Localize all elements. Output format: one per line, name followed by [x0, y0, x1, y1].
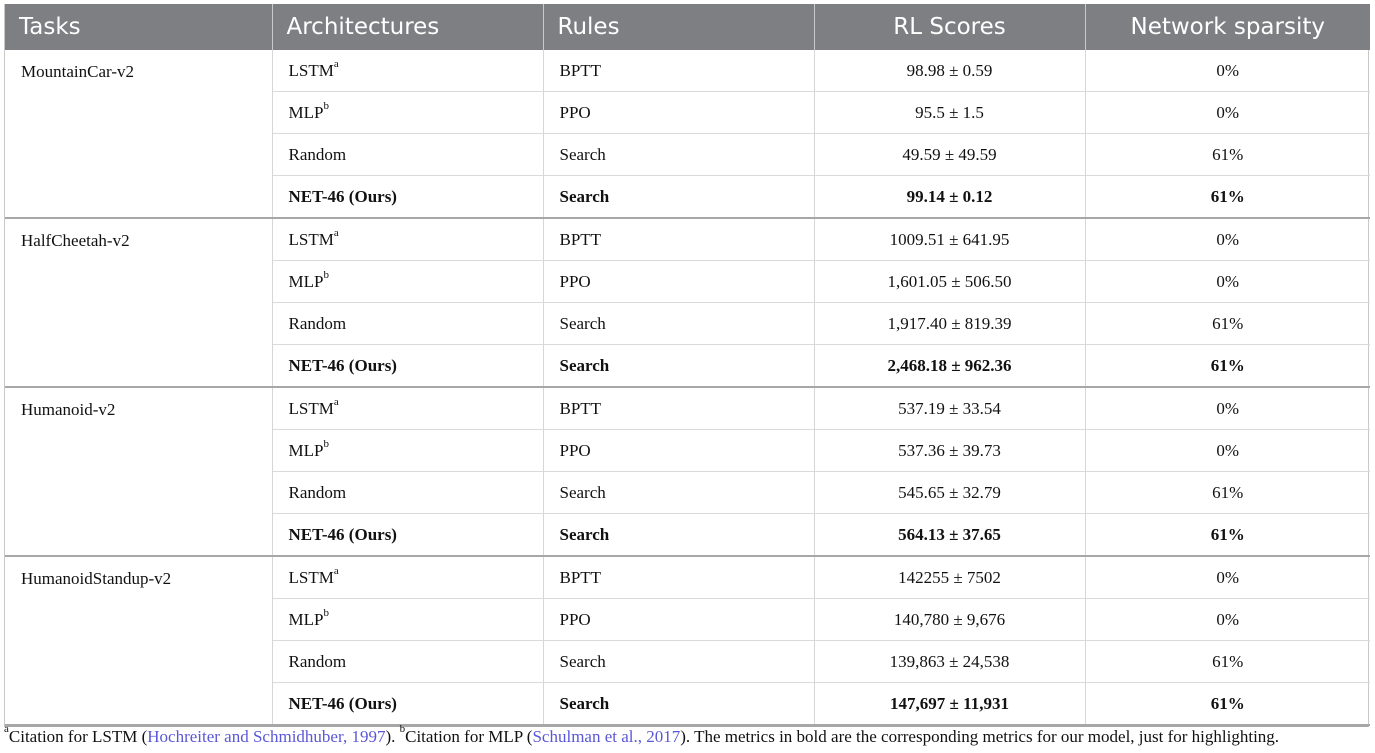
footnote-b-close: ). The metrics in bold are the corresponding metrics for our model, just for highlighting.: [680, 727, 1280, 746]
rule-cell: PPO: [543, 261, 814, 303]
rule-cell: BPTT: [543, 556, 814, 599]
architecture-cell: [272, 556, 543, 599]
rl-score-cell: 139,863 ± 24,538: [814, 641, 1085, 683]
architecture-cell: [272, 50, 543, 92]
citation-superscript: a: [333, 564, 339, 577]
rl-score-cell: 1009.51 ± 641.95: [814, 218, 1085, 261]
sparsity-cell: 0%: [1085, 50, 1370, 92]
sparsity-cell: 61%: [1085, 176, 1370, 219]
task-cell: HumanoidStandup-v2: [5, 556, 272, 725]
architecture-cell: [272, 134, 543, 176]
sparsity-cell: 0%: [1085, 387, 1370, 430]
architecture-label: NET-46 (Ours): [288, 524, 397, 544]
results-table-container: [4, 4, 1369, 727]
rule-cell: Search: [543, 472, 814, 514]
architecture-cell: [272, 514, 543, 557]
header-rl-scores: RL Scores: [814, 4, 1085, 50]
architecture-label: NET-46 (Ours): [288, 355, 397, 375]
architecture-label: NET-46 (Ours): [288, 693, 397, 713]
footnote-b-citation-link[interactable]: Schulman et al., 2017: [532, 727, 681, 746]
table-frame: [4, 4, 1369, 727]
architecture-cell: [272, 176, 543, 219]
citation-superscript: a: [333, 395, 339, 408]
table-body: [5, 50, 1370, 725]
rule-cell: Search: [543, 641, 814, 683]
rule-cell: BPTT: [543, 50, 814, 92]
sparsity-cell: 61%: [1085, 303, 1370, 345]
sparsity-cell: 61%: [1085, 134, 1370, 176]
rule-cell: Search: [543, 303, 814, 345]
header-architectures: Architectures: [272, 4, 543, 50]
rule-cell: BPTT: [543, 387, 814, 430]
rl-score-cell: 1,917.40 ± 819.39: [814, 303, 1085, 345]
architecture-cell: [272, 599, 543, 641]
sparsity-cell: 61%: [1085, 683, 1370, 726]
rl-score-cell: 2,468.18 ± 962.36: [814, 345, 1085, 388]
task-cell: MountainCar-v2: [5, 50, 272, 218]
footnote-b-text: Citation for MLP (: [405, 727, 533, 746]
table-row: [5, 387, 1370, 430]
architecture-cell: [272, 345, 543, 388]
sparsity-cell: 0%: [1085, 218, 1370, 261]
citation-superscript: a: [333, 226, 339, 239]
sparsity-cell: 0%: [1085, 261, 1370, 303]
sparsity-cell: 61%: [1085, 514, 1370, 557]
architecture-cell: [272, 218, 543, 261]
footnote-a-text: Citation for LSTM (: [8, 727, 148, 746]
rl-score-cell: 1,601.05 ± 506.50: [814, 261, 1085, 303]
architecture-cell: [272, 92, 543, 134]
rl-score-cell: 49.59 ± 49.59: [814, 134, 1085, 176]
footnote-a-close: ).: [385, 727, 400, 746]
architecture-label: Random: [288, 482, 347, 502]
citation-superscript: b: [323, 268, 329, 281]
table-row: [5, 556, 1370, 599]
header-row: [5, 4, 1370, 50]
header-tasks: Tasks: [5, 4, 272, 50]
architecture-label: MLP: [288, 609, 324, 629]
footnote-a-citation-link[interactable]: Hochreiter and Schmidhuber, 1997: [147, 727, 386, 746]
architecture-label: Random: [288, 313, 347, 333]
architecture-cell: [272, 683, 543, 726]
rule-cell: BPTT: [543, 218, 814, 261]
architecture-label: LSTM: [288, 229, 334, 249]
rule-cell: Search: [543, 176, 814, 219]
rule-cell: PPO: [543, 92, 814, 134]
sparsity-cell: 61%: [1085, 472, 1370, 514]
architecture-label: LSTM: [288, 567, 334, 587]
citation-superscript: b: [323, 606, 329, 619]
citation-superscript: b: [323, 437, 329, 450]
rl-score-cell: 98.98 ± 0.59: [814, 50, 1085, 92]
header-network-sparsity: Network sparsity: [1085, 4, 1370, 50]
sparsity-cell: 0%: [1085, 599, 1370, 641]
architecture-label: Random: [288, 651, 347, 671]
table-row: [5, 218, 1370, 261]
footnote-mark-a: a: [4, 723, 9, 735]
rl-score-cell: 147,697 ± 11,931: [814, 683, 1085, 726]
rl-score-cell: 537.19 ± 33.54: [814, 387, 1085, 430]
table-row: [5, 50, 1370, 92]
rule-cell: Search: [543, 683, 814, 726]
rl-score-cell: 545.65 ± 32.79: [814, 472, 1085, 514]
architecture-label: MLP: [288, 102, 324, 122]
architecture-label: NET-46 (Ours): [288, 186, 397, 206]
architecture-label: LSTM: [288, 60, 334, 80]
rule-cell: Search: [543, 134, 814, 176]
task-cell: HalfCheetah-v2: [5, 218, 272, 387]
sparsity-cell: 61%: [1085, 641, 1370, 683]
sparsity-cell: 0%: [1085, 556, 1370, 599]
rule-cell: Search: [543, 345, 814, 388]
rl-score-cell: 95.5 ± 1.5: [814, 92, 1085, 134]
architecture-cell: [272, 472, 543, 514]
rl-score-cell: 140,780 ± 9,676: [814, 599, 1085, 641]
rule-cell: Search: [543, 514, 814, 557]
table-footnote: [4, 723, 1369, 747]
architecture-cell: [272, 430, 543, 472]
rl-score-cell: 564.13 ± 37.65: [814, 514, 1085, 557]
rl-score-cell: 142255 ± 7502: [814, 556, 1085, 599]
sparsity-cell: 0%: [1085, 430, 1370, 472]
citation-superscript: a: [333, 57, 339, 70]
header-rules: Rules: [543, 4, 814, 50]
architecture-label: LSTM: [288, 398, 334, 418]
sparsity-cell: 61%: [1085, 345, 1370, 388]
rl-score-cell: 537.36 ± 39.73: [814, 430, 1085, 472]
results-table: [5, 4, 1370, 726]
architecture-cell: [272, 303, 543, 345]
rule-cell: PPO: [543, 599, 814, 641]
architecture-cell: [272, 641, 543, 683]
architecture-cell: [272, 387, 543, 430]
architecture-label: Random: [288, 144, 347, 164]
footnote-mark-b: b: [399, 723, 406, 735]
architecture-label: MLP: [288, 440, 324, 460]
citation-superscript: b: [323, 99, 329, 112]
architecture-cell: [272, 261, 543, 303]
rl-score-cell: 99.14 ± 0.12: [814, 176, 1085, 219]
architecture-label: MLP: [288, 271, 324, 291]
rule-cell: PPO: [543, 430, 814, 472]
sparsity-cell: 0%: [1085, 92, 1370, 134]
task-cell: Humanoid-v2: [5, 387, 272, 556]
